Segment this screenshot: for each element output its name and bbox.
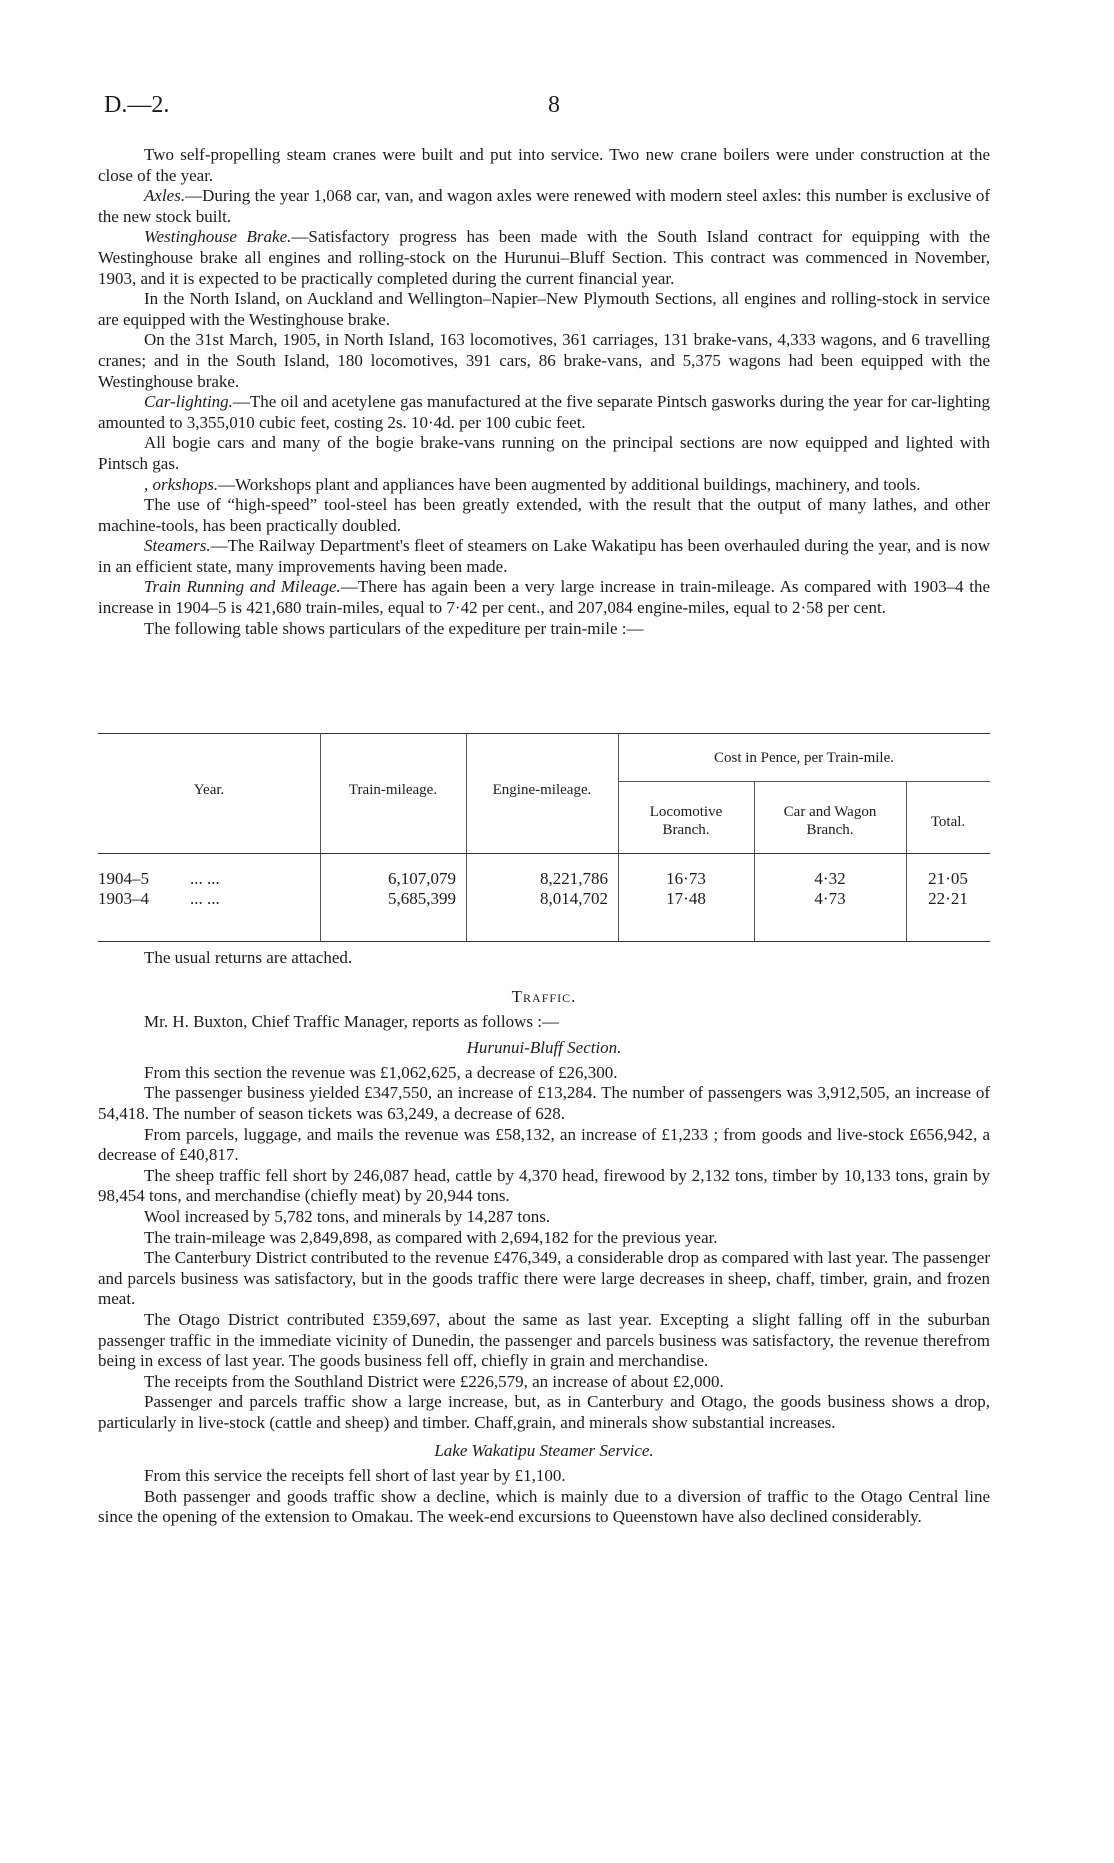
row-engine-mileage: 8,014,702 (540, 889, 608, 908)
traffic-section (98, 953, 990, 1528)
paragraph: The Canterbury District contributed to the revenue £476,349, a considerable drop as compared with last year. The passenger and parcels business was satisfactory, but in the goods traffic there were large decreases in sheep, chaff, timber, grain, and frozen meat. (98, 1248, 990, 1309)
paragraph: All bogie cars and many of the bogie brake-vans running on the principal sections are now equipped and lighted with Pintsch gas. (98, 433, 990, 473)
paragraph: Wool increased by 5,782 tons, and minerals by 14,287 tons. (144, 1206, 551, 1226)
table-top-rule (98, 733, 990, 734)
page-header (104, 92, 1004, 122)
row-train-mileage: 6,107,079 (388, 869, 456, 888)
paragraph: , orkshops.—Workshops plant and appliances have been augmented by additional buildings, machinery, and tools. (144, 474, 921, 494)
header-train-mileage: Train-mileage. (348, 782, 438, 798)
table-bottom-rule (98, 941, 990, 942)
paragraph: The passenger business yielded £347,550, an increase of £13,284. The number of passengers was 3,912,505, an increase of 54,418. The number of season tickets was 63,249, a decrease of 628. (98, 1083, 990, 1123)
table-header-rule (98, 853, 990, 854)
row-engine-mileage: 8,221,786 (540, 869, 608, 888)
header-year: Year. (193, 782, 225, 798)
row-car-wagon: 4·32 (814, 869, 846, 888)
returns-note: The usual returns are attached. (144, 948, 353, 967)
paragraph: Steamers.—The Railway Department's fleet of steamers on Lake Wakatipu has been overhauled during the year, and is now in an efficient state, many improvements having been made. (98, 536, 990, 576)
document-id: D.—2. (104, 92, 170, 118)
row-year: 1904–5 (98, 869, 149, 888)
table-divider (754, 781, 755, 941)
paragraph: Two self-propelling steam cranes were built and put into service. Two new crane boilers were under construction at the close of the year. (98, 145, 990, 185)
table-divider (906, 781, 907, 941)
paragraph: Both passenger and goods traffic show a decline, which is mainly due to a diversion of traffic to the Otago Central line since the opening of the extension to Omakau. The week-end excursions to Queenstown have also declined considerably. (98, 1486, 990, 1527)
paragraph: From this section the revenue was £1,062,625, a decrease of £26,300. (144, 1062, 618, 1082)
header-engine-mileage: Engine-mileage. (492, 782, 592, 798)
table-subheader-rule (618, 781, 990, 782)
paragraph: The sheep traffic fell short by 246,087 head, cattle by 4,370 head, firewood by 2,132 tons, timber by 10,133 tons, grain by 98,454 tons, and merchandise (chiefly meat) by 20,944 tons. (98, 1165, 990, 1206)
row-locomotive: 17·48 (666, 889, 706, 908)
row-car-wagon: 4·73 (814, 889, 846, 908)
row-leaders: ... ... (190, 869, 220, 888)
paragraph: From this service the receipts fell short of last year by £1,100. (144, 1466, 566, 1486)
traffic-intro: Mr. H. Buxton, Chief Traffic Manager, reports as follows :— (144, 1011, 559, 1031)
row-train-mileage: 5,685,399 (388, 889, 456, 908)
paragraph: The train-mileage was 2,849,898, as compared with 2,694,182 for the previous year. (144, 1227, 718, 1247)
header-cost-group: Cost in Pence, per Train-mile. (714, 750, 894, 766)
table-divider (466, 733, 467, 941)
paragraph: In the North Island, on Auckland and Wellington–Napier–New Plymouth Sections, all engines and rolling-stock in service are equipped with the Westinghouse brake. (98, 289, 990, 329)
row-leaders: ... ... (190, 889, 220, 908)
paragraph: Axles.—During the year 1,068 car, van, and wagon axles were renewed with modern steel axles: this number is exclusive of the new stock built. (98, 186, 990, 226)
row-total: 22·21 (928, 889, 968, 908)
paragraph: The use of “high-speed” tool-steel has been greatly extended, with the result that the output of many lathes, and other machine-tools, has been practically doubled. (98, 495, 990, 535)
table-divider (320, 733, 321, 941)
section-heading: Traffic. (511, 987, 577, 1006)
header-car-wagon-branch: Car and Wagon Branch. (783, 804, 877, 838)
header-total: Total. (930, 814, 966, 830)
row-locomotive: 16·73 (666, 869, 706, 888)
paragraph: Car-lighting.—The oil and acetylene gas manufactured at the five separate Pintsch gasworks during the year for car-lighting amounted to 3,355,010 cubic feet, costing 2s. 10·4d. per 100 cubic feet. (98, 392, 990, 432)
header-locomotive-branch: Locomotive Branch. (649, 804, 723, 838)
paragraph: Train Running and Mileage.—There has again been a very large increase in train-mileage. As compared with 1903–4 the increase in 1904–5 is 421,680 train-miles, equal to 7·42 per cent., and 207,084 engine-miles, equal to 2·58 per cent. (98, 577, 990, 618)
paragraph: From parcels, luggage, and mails the revenue was £58,132, an increase of £1,233 ; from goods and live-stock £656,942, a decrease of £40,817. (98, 1124, 990, 1165)
paragraph: The following table shows particulars of the expediture per train-mile :— (144, 618, 644, 638)
paragraph: On the 31st March, 1905, in North Island, 163 locomotives, 361 carriages, 131 brake-vans, 4,333 wagons, and 6 travelling cranes; and in the South Island, 180 locomotives, 391 cars, 86 brake-vans, and 5,375 wagons had been equipped with the Westinghouse brake. (98, 330, 990, 391)
row-year: 1903–4 (98, 889, 149, 908)
workshop-section (98, 145, 990, 639)
paragraph: Passenger and parcels traffic show a large increase, but, as in Canterbury and Otago, the goods business shows a drop, particularly in live-stock (cattle and sheep) and timber. Chaff,grain, and minerals show substantial increases. (98, 1392, 990, 1432)
paragraph: Westinghouse Brake.—Satisfactory progress has been made with the South Island contract for equipping with the Westinghouse brake all engines and rolling-stock on the Hurunui–Bluff Section. This contract was commenced in November, 1903, and it is expected to be practically completed during the current financial year. (98, 227, 990, 288)
subsection-heading: Hurunui-Bluff Section. (466, 1038, 622, 1058)
expenditure-table (98, 733, 990, 948)
subsection-heading: Lake Wakatipu Steamer Service. (434, 1441, 654, 1461)
row-total: 21·05 (928, 869, 968, 888)
paragraph: The Otago District contributed £359,697, about the same as last year. Excepting a slight falling off in the suburban passenger traffic in the immediate vicinity of Dunedin, the passenger and parcels business was satisfactory, the revenue therefrom being in excess of last year. The goods business fell off, chiefly in grain and merchandise. (98, 1309, 990, 1371)
paragraph: The receipts from the Southland District were £226,579, an increase of about £2,000. (144, 1371, 724, 1391)
page-number: 8 (548, 92, 560, 118)
